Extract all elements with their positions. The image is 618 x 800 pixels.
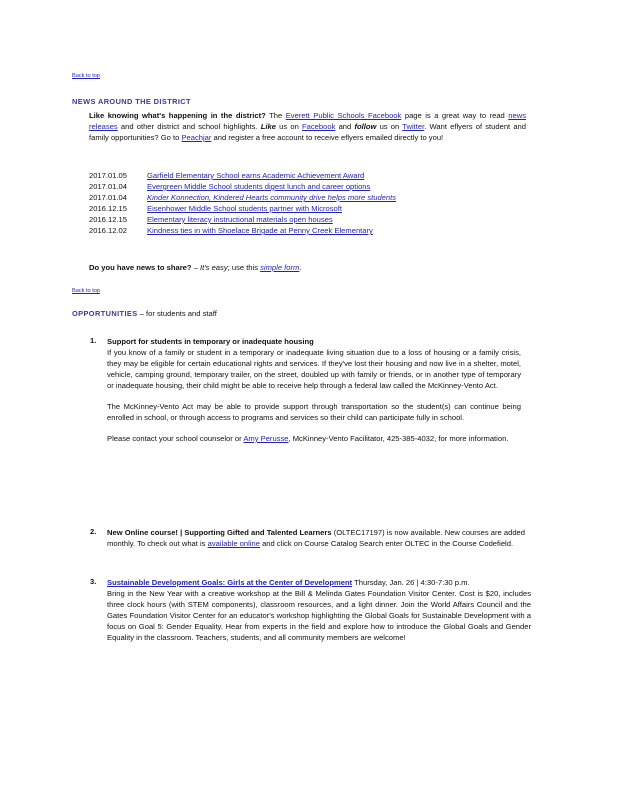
intro-text: page is a great way to read xyxy=(401,111,509,120)
opportunity-item-3 xyxy=(90,577,531,643)
opportunities-heading: OPPORTUNITIES xyxy=(72,309,138,318)
item-contact xyxy=(107,433,521,444)
share-end: . xyxy=(299,263,302,272)
contact-text: , McKinney-Vento Facilitator, 425-385-4032, for more information. xyxy=(288,434,509,443)
twitter-link[interactable]: Twitter xyxy=(402,122,425,131)
item-heading xyxy=(107,577,531,588)
opportunities-subheading: – for students and staff xyxy=(137,309,217,318)
news-date: 2016.12.15 xyxy=(89,215,128,224)
news-date: 2017.01.05 xyxy=(89,171,128,180)
news-date: 2016.12.15 xyxy=(89,204,128,213)
item-title: Support for students in temporary or inadequate housing xyxy=(107,337,314,346)
facebook-link[interactable]: Facebook xyxy=(302,122,336,131)
item-text: and click on Course Catalog Search enter OLTEC in the Course Codefield. xyxy=(259,539,514,548)
share-easy: It's easy; xyxy=(200,263,230,272)
opportunity-item-1 xyxy=(90,336,521,444)
item-paragraph: If you know of a family or student in a temporary or inadequate living situation due to a loss of housing or a family crisis, they may be eligible for certain educational rights and services. If they've lost their housing and now live in a shelter, motel, vehicle, camping ground, temporary trailer, on the street, doubled up with family or friends, or in another type of temporary or inadequate housing, their child might be able to receive help through a federal law called the McKinney-Vento Act. xyxy=(107,348,521,390)
event-date: Thursday, Jan. 26 | 4:30-7:30 p.m. xyxy=(352,578,470,587)
item-number: 2. xyxy=(90,527,97,536)
intro-text: The xyxy=(265,111,286,120)
simple-form-link[interactable]: simple form xyxy=(260,263,300,272)
facebook-page-link[interactable]: Everett Public Schools Facebook xyxy=(285,111,402,120)
news-title-link[interactable]: Kinder Konnection, Kindered Hearts community drive helps more students xyxy=(147,193,397,202)
news-title-link[interactable]: Elementary literacy instructional materials open houses xyxy=(147,215,333,224)
item-number: 1. xyxy=(90,336,97,345)
news-date: 2017.01.04 xyxy=(89,193,128,202)
news-item xyxy=(89,181,529,192)
item-text: is now available. New courses are added monthly. To check out what is xyxy=(107,528,526,548)
news-title-link[interactable]: Evergreen Middle School students digest lunch and career options xyxy=(147,182,371,191)
news-releases-link[interactable]: news releases xyxy=(89,111,526,131)
item-title: New Online course! | Supporting Gifted and Talented Learners xyxy=(107,528,332,537)
intro-text: and xyxy=(335,122,355,131)
news-date: 2016.12.02 xyxy=(89,226,128,235)
follow-bold: follow xyxy=(354,122,377,131)
intro-text: and other district and school highlights. xyxy=(117,122,261,131)
news-item xyxy=(89,170,529,181)
back-to-top-link[interactable]: Back to top xyxy=(72,288,100,294)
share-news-line xyxy=(89,263,302,272)
news-item xyxy=(89,214,529,225)
available-online-link[interactable]: available online xyxy=(207,539,260,548)
news-date: 2017.01.04 xyxy=(89,182,128,191)
intro-text: us on xyxy=(376,122,403,131)
news-list xyxy=(89,170,529,236)
intro-text: us on xyxy=(275,122,303,131)
peachjar-link[interactable]: Peachjar xyxy=(181,133,212,142)
course-code: (OLTEC17197) xyxy=(331,528,385,537)
item-paragraph: The McKinney-Vento Act may be able to provide support through transportation so the student(s) can continue being enrolled in school, or through access to programs and services so their child can participate fully in school. xyxy=(107,402,521,422)
item-number: 3. xyxy=(90,577,97,586)
news-heading: NEWS AROUND THE DISTRICT xyxy=(72,97,191,106)
back-to-top-link[interactable]: Back to top xyxy=(72,73,100,79)
news-title-link[interactable]: Garfield Elementary School earns Academic Achievement Award xyxy=(147,171,365,180)
news-intro xyxy=(89,110,526,143)
contact-text: Please contact your school counselor or xyxy=(107,434,244,443)
item-paragraph: Bring in the New Year with a creative workshop at the Bill & Melinda Gates Foundation Visitor Center. Cost is $20, includes three clock hours (with STEM components), classroom resources, and a light dinner. Join the World Affairs Council and the Gates Foundation Visitor Center for an educator's workshop highlighting the Global Goals for Sustainable Development with a focus on Goal 5: Gender Equality. Hear from experts in the field and explore how to introduce the Global Goals and Gender Equality in the classroom. Teachers, students, and all community members are welcome! xyxy=(107,589,531,642)
news-title-link[interactable]: Kindness ties in with Shoelace Brigade at Penny Creek Elementary xyxy=(147,226,373,235)
sustainable-development-link[interactable]: Sustainable Development Goals: Girls at the Center of Development xyxy=(107,578,353,587)
share-text: use this xyxy=(229,263,261,272)
like-bold: Like xyxy=(260,122,276,131)
news-title-link[interactable]: Eisenhower Middle School students partner with Microsoft xyxy=(147,204,342,213)
share-question: Do you have news to share? xyxy=(89,263,192,272)
opportunity-item-2 xyxy=(90,527,526,549)
intro-text: . Want eflyers of student and family opportunities? Go to xyxy=(89,122,527,142)
intro-bold: Like knowing what's happening in the district? xyxy=(89,111,266,120)
item-paragraph xyxy=(107,527,525,549)
intro-text: and register a free account to receive eflyers emailed directly to you! xyxy=(211,133,444,142)
amy-perusse-link[interactable]: Amy Perusse xyxy=(243,434,289,443)
share-dash: – xyxy=(191,263,200,272)
opportunities-heading-row xyxy=(72,309,217,318)
news-item xyxy=(89,203,529,214)
news-item xyxy=(89,192,529,203)
news-item xyxy=(89,225,529,236)
